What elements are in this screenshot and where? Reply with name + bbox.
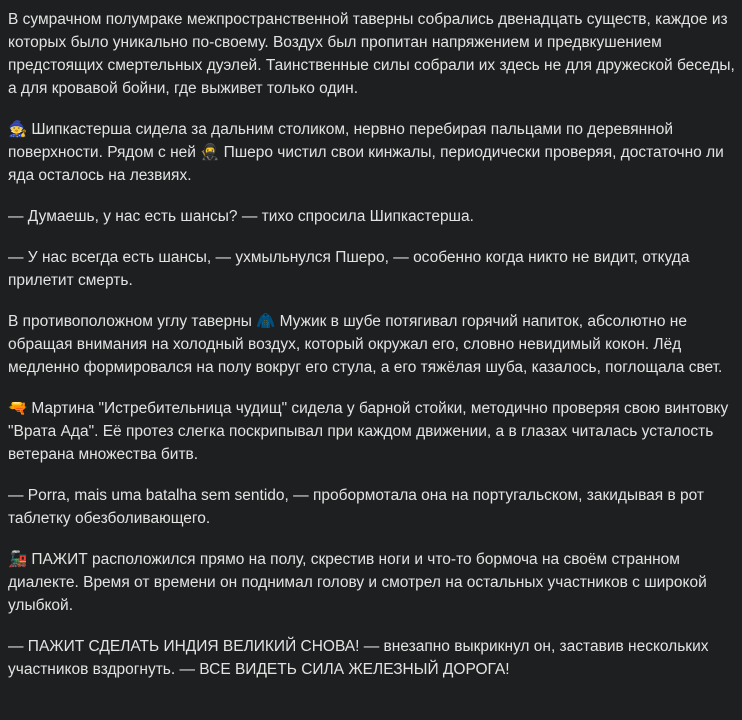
pistol-icon: 🔫: [8, 399, 28, 417]
wizard-icon: 🧙: [8, 120, 28, 138]
paragraph-martina-quote: — Porra, mais uma batalha sem sentido, — пробормотала она на португальском, закидывая в рот таблетку обезболивающего.: [8, 487, 704, 527]
story-document: [8, 8, 736, 699]
paragraph-shipcaster: 🧙 Шипкастерша сидела за дальним столиком, нервно перебирая пальцами по деревянной поверхности. Рядом с ней 🥷 Пшеро чистил свои кинжалы, периодически проверяя, достаточно ли яда осталось на лезвиях.: [8, 120, 724, 184]
paragraph-fur-coat-man: В противоположном углу таверны 🧥 Мужик в шубе потягивал горячий напиток, абсолютно не обращая внимания на холодный воздух, который окружал его, словно невидимый кокон. Лёд медленно формировался на полу вокруг его стула, а его тяжёлая шуба, казалось, поглощала свет.: [8, 312, 723, 376]
paragraph-pazhit: 🚂 ПАЖИТ расположился прямо на полу, скрестив ноги и что-то бормоча на своём странном диалекте. Время от времени он поднимал голову и смотрел на остальных участников с широкой улыбкой.: [8, 550, 707, 614]
locomotive-icon: 🚂: [8, 550, 28, 568]
paragraph-intro: В сумрачном полумраке межпространственной таверны собрались двенадцать существ, каждое из которых было уникально по-своему. Воздух был пропитан напряжением и предвкушением предстоящих смертельных дуэлей. Таинственные силы собрали их здесь не для дружеской беседы, а для кровавой бойни, где выживет только один.: [8, 11, 735, 97]
paragraph-martina: 🔫 Мартина "Истребительница чудищ" сидела у барной стойки, методично проверяя свою винтовку "Врата Ада". Её протез слегка поскрипывал при каждом движении, а в глазах читалась усталость ветерана множества битв.: [8, 399, 729, 463]
paragraph-dialogue-question: — Думаешь, у нас есть шансы? — тихо спросила Шипкастерша.: [8, 208, 474, 225]
ninja-icon: 🥷: [200, 143, 220, 161]
paragraph-pazhit-quote: — ПАЖИТ СДЕЛАТЬ ИНДИЯ ВЕЛИКИЙ СНОВА! — внезапно выкрикнул он, заставив нескольких участников вздрогнуть. — ВСЕ ВИДЕТЬ СИЛА ЖЕЛЕЗНЫЙ ДОРОГА!: [8, 638, 709, 678]
paragraph-dialogue-answer: — У нас всегда есть шансы, — ухмыльнулся Пшеро, — особенно когда никто не видит, откуда прилетит смерть.: [8, 249, 690, 289]
coat-icon: 🧥: [256, 312, 276, 330]
